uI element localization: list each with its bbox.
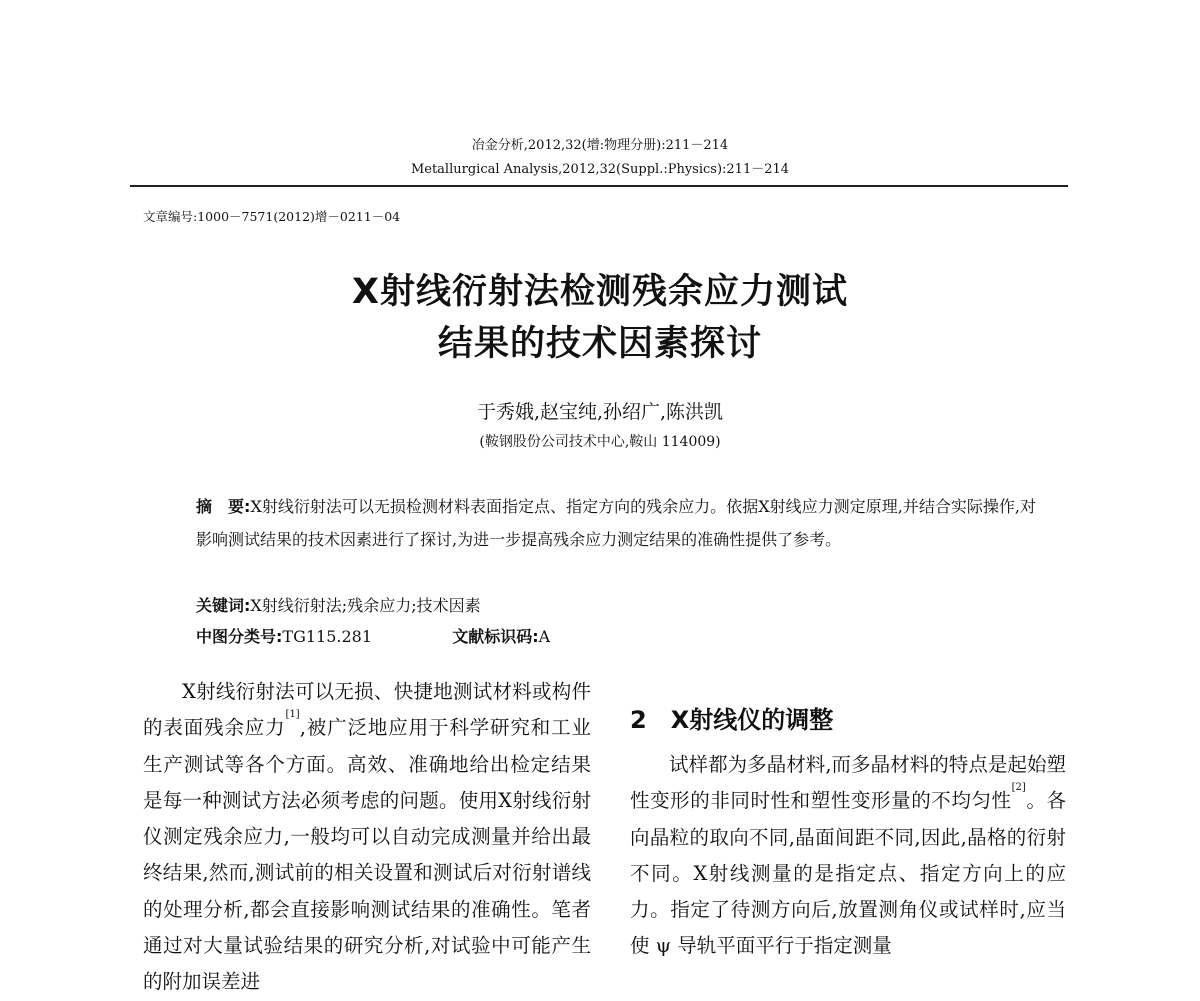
- right-column: [630, 747, 1066, 965]
- clc-value: TG115.281: [282, 627, 373, 646]
- abstract-text: X射线衍射法可以无损检测材料表面指定点、指定方向的残余应力。依据X射线应力测定原理,并结合实际操作,对影响测试结果的技术因素进行了探讨,为进一步提高残余应力测定结果的准确性提供了参考。: [196, 497, 1036, 549]
- article-number: 文章编号:1000－7571(2012)增－0211－04: [143, 209, 401, 224]
- journal-header-en: Metallurgical Analysis,2012,32(Suppl.:Physics):211－214: [410, 162, 790, 177]
- citation-2: [2]: [1011, 782, 1026, 794]
- left-column: [143, 674, 591, 1001]
- intro-text-a: X射线衍射法可以无损、快捷地测试材料或构件的表面残余应力: [143, 680, 591, 740]
- intro-paragraph: [143, 674, 591, 1001]
- intro-text-b: ,被广泛地应用于科学研究和工业生产测试等各个方面。高效、准确地给出检定结果是每一种测试方法必须考虑的问题。使用X射线衍射仪测定残余应力,一般均可以自动完成测量并给出最终结果,然而,测试前的相关设置和测试后对衍射谱线的处理分析,都会直接影响测试结果的准确性。笔者通过对大量试验结果的研究分析,对试验中可能产生的附加误差进: [143, 716, 591, 994]
- header-rule: [130, 185, 1068, 187]
- keywords-text: X射线衍射法;残余应力;技术因素: [250, 596, 481, 615]
- keywords-label: 关键词:: [196, 596, 251, 615]
- clc-label: 中图分类号:: [196, 627, 283, 646]
- abstract: [196, 490, 1036, 556]
- section-heading-2: [630, 700, 833, 735]
- section-heading-text: 2 X射线仪的调整: [630, 706, 834, 734]
- citation-1: [1]: [285, 709, 300, 721]
- doc-code-label: 文献标识码:: [452, 627, 539, 646]
- section-2-text-b: 。各向晶粒的取向不同,晶面间距不同,因此,晶格的衍射不同。X射线测量的是指定点、指定方向上的应力。指定了待测方向后,放置测角仪或试样时,应当使 ψ 导轨平面平行于指定测量: [630, 789, 1066, 958]
- affiliation: (鞍钢股份公司技术中心,鞍山 114009): [479, 434, 721, 450]
- title-line-2: 结果的技术因素探讨: [437, 324, 762, 364]
- doc-code-value: A: [538, 627, 551, 646]
- journal-header-cn: 冶金分析,2012,32(增:物理分册):211－214: [471, 138, 729, 153]
- abstract-label: 摘 要:: [196, 497, 251, 516]
- authors: 于秀娥,赵宝纯,孙绍广,陈洪凯: [476, 401, 724, 423]
- section-2-paragraph: [630, 747, 1066, 965]
- title-line-1: X射线衍射法检测残余应力测试: [352, 272, 848, 312]
- classification: [196, 624, 550, 647]
- section-2-text-a: 试样都为多晶材料,而多晶材料的特点是起始塑性变形的非同时性和塑性变形量的不均匀性: [630, 753, 1066, 813]
- keywords: [196, 593, 481, 616]
